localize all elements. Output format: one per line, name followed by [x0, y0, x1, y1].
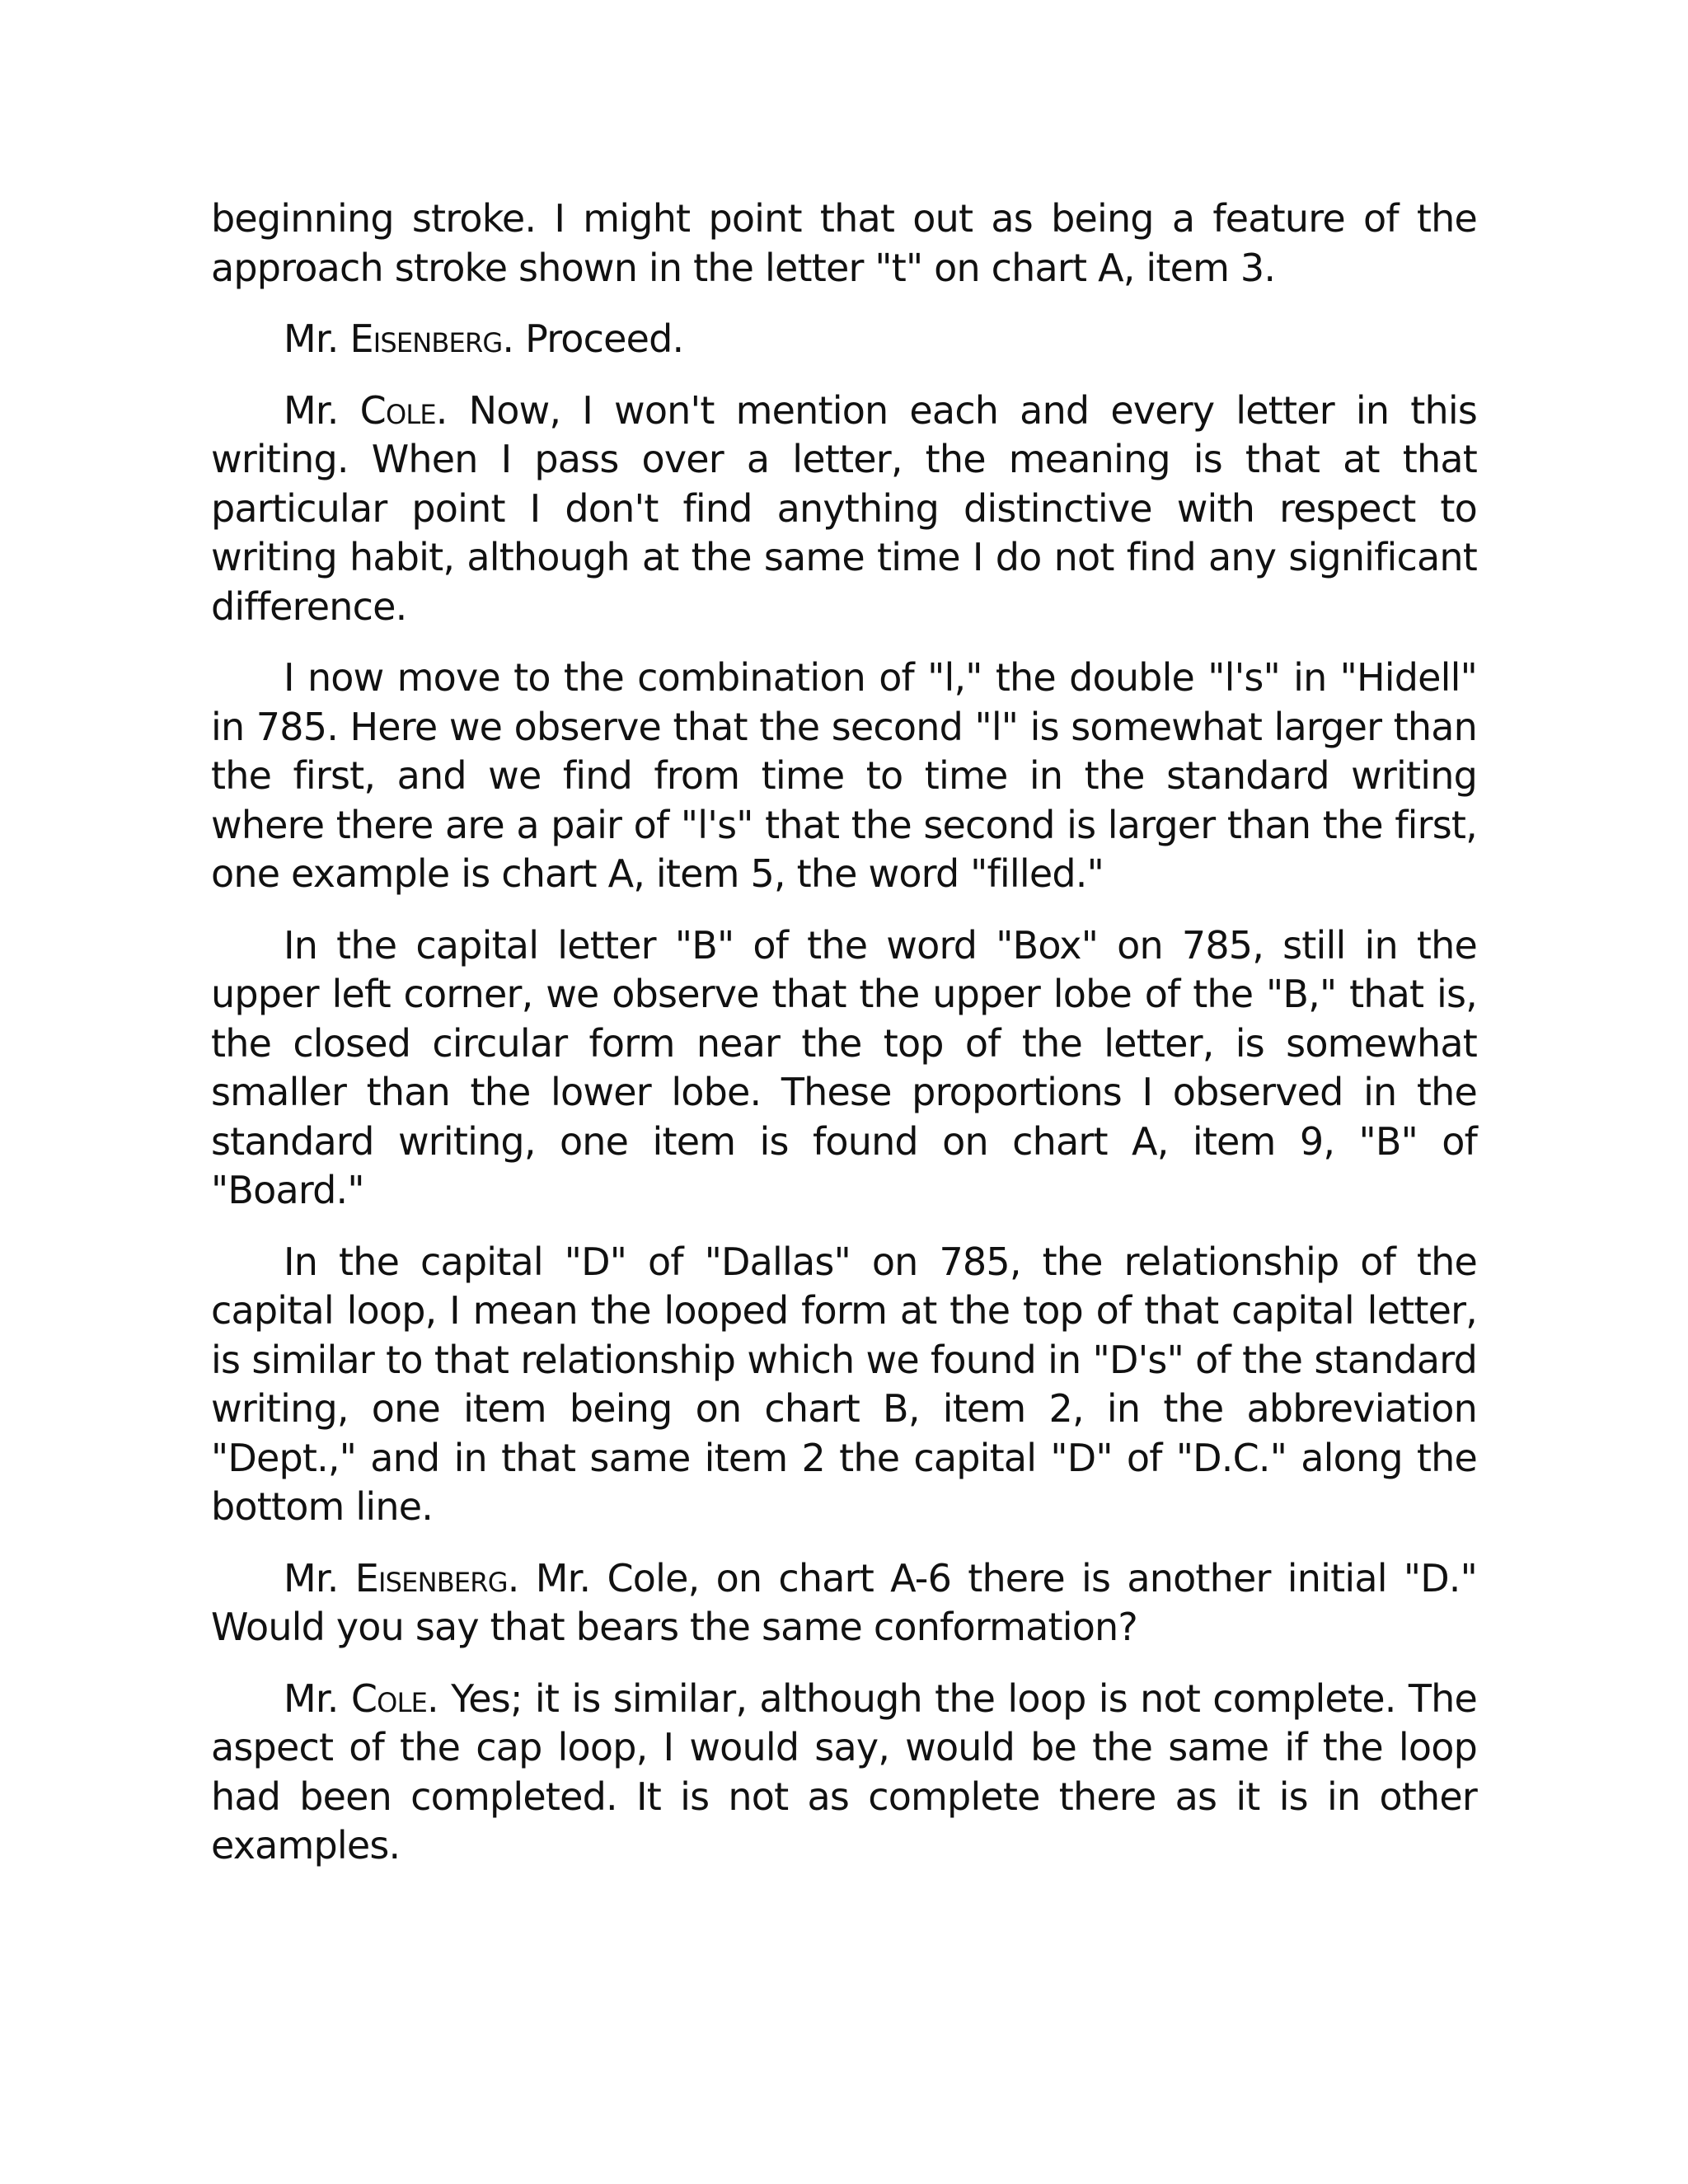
paragraph-speaker-cole: Mr. Cole. Now, I won't mention each and every letter in this writing. When I pass over a letter, the meaning is that at that particular point I don't find anything distinctive with respect to writing habit, although at the same time I do not find any significant difference.: [211, 387, 1477, 629]
document-page: [211, 194, 1477, 1893]
speaker-name: Cole: [350, 1675, 428, 1721]
speaker-prefix: Mr.: [284, 1555, 339, 1601]
speaker-name: Eisenberg: [354, 1555, 508, 1601]
paragraph-speaker-cole: Mr. Cole. Yes; it is similar, although the loop is not complete. The aspect of the cap loop, I would say, would be the same if the loop had been completed. It is not as complete there as it is in other examples.: [211, 1675, 1477, 1868]
paragraph-text: In the capital letter "B" of the word "Box" on 785, still in the upper left corner, we observe that the upper lobe of the "B," that is, the closed circular form near the top of the letter, is somewhat smaller than the lower lobe. These proportions I observed in the standard writing, one item is found on chart A, item 9, "B" of "Board.": [211, 922, 1477, 1212]
paragraph-continuation: [211, 194, 1477, 293]
speaker-prefix: Mr.: [284, 1675, 339, 1721]
speaker-name: Cole: [359, 387, 436, 433]
paragraph-speaker-eisenberg: Mr. Eisenberg. Mr. Cole, on chart A-6 there is another initial "D." Would you say that bears the same conformation?: [211, 1555, 1477, 1649]
speaker-name: Eisenberg: [349, 316, 503, 361]
paragraph: [211, 1238, 1477, 1532]
paragraph-text: beginning stroke. I might point that out as being a feature of the approach stroke shown in the letter "t" on chart A, item 3.: [211, 196, 1477, 290]
paragraph-text: Proceed.: [525, 316, 684, 361]
speaker-prefix: Mr.: [284, 387, 339, 433]
paragraph-text: I now move to the combination of "l," the double "l's" in "Hidell" in 785. Here we observe that the second "l" is somewhat larger than the first, and we find from time to time in the standard writing where there are a pair of "l's" that the second is larger than the first, one example is chart A, item 5, the word "filled.": [211, 655, 1477, 896]
paragraph-text: Now, I won't mention each and every letter in this writing. When I pass over a letter, the meaning is that at that particular point I don't find anything distinctive with respect to writing habit, although at the same time I do not find any significant difference.: [211, 387, 1477, 629]
paragraph: [211, 921, 1477, 1216]
speaker-prefix: Mr.: [284, 316, 339, 361]
paragraph-text: Yes; it is similar, although the loop is not complete. The aspect of the cap loop, I would say, would be the same if the loop had been completed. It is not as complete there as it is in other examples.: [211, 1675, 1477, 1868]
paragraph-speaker-eisenberg: Mr. Eisenberg. Proceed.: [284, 316, 684, 361]
paragraph-text: In the capital "D" of "Dallas" on 785, the relationship of the capital loop, I mean the looped form at the top of that capital letter, is similar to that relationship which we found in "D's" of the standard writing, one item being on chart B, item 2, in the abbreviation "Dept.," and in that same item 2 the capital "D" of "D.C." along the bottom line.: [211, 1239, 1477, 1529]
paragraph: [211, 654, 1477, 899]
paragraph-text: Mr. Cole, on chart A-6 there is another initial "D." Would you say that bears the same conformation?: [211, 1555, 1477, 1649]
